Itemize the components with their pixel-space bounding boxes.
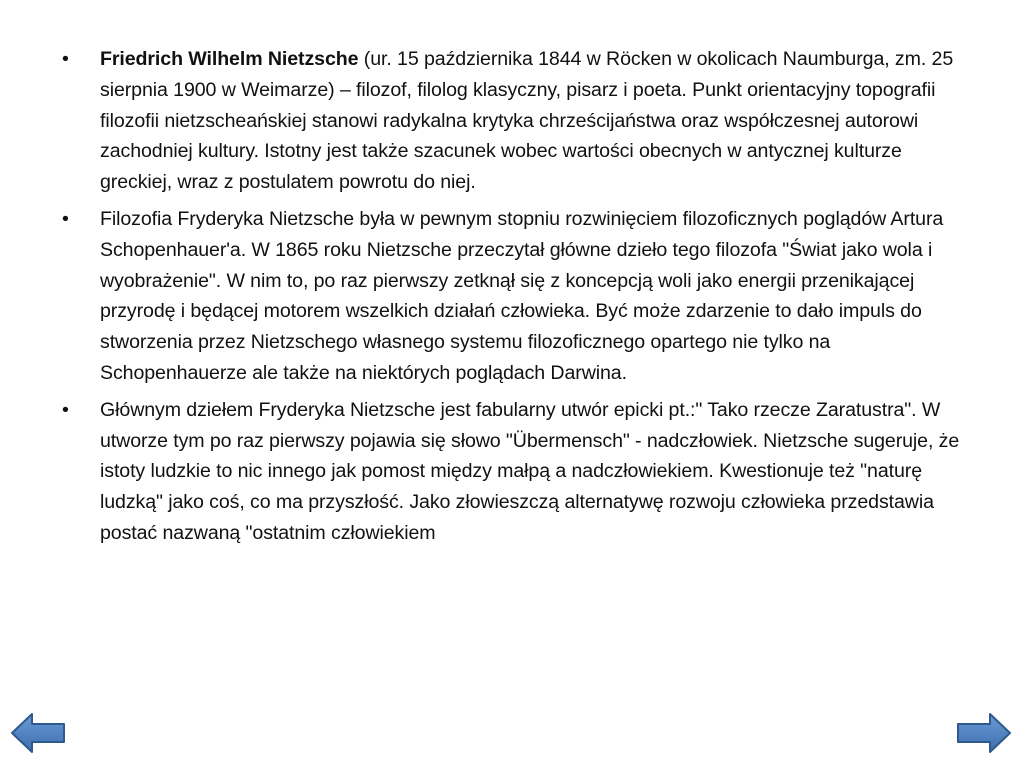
bullet-item-1 [58,44,970,198]
bullet-item-2 [58,204,970,389]
arrow-right-icon [956,711,1012,755]
next-slide-button[interactable] [956,711,1012,755]
bullet-dot: • [62,207,69,230]
bullet-dot: • [62,398,69,421]
bullet-3-text: Głównym dziełem Fryderyka Nietzsche jest fabularny utwór epicki pt.:" Tako rzecze Zaratustra". W utworze tym po raz pierwszy pojawia się słowo "Übermensch" - nadczłowiek. Nietzsche sugeruje, że istoty ludzkie to nic innego jak pomost między małpą a nadczłowiekiem. Kwestionuje też "naturę ludzką" jako coś, co ma przyszłość. Jako złowieszczą alternatywę rozwoju człowieka przedstawia postać nazwaną "ostatnim człowiekiem [100,398,960,544]
bullet-1-bold-name: Friedrich Wilhelm Nietzsche [100,48,359,70]
arrow-left-icon [10,711,66,755]
bullet-1-text: (ur. 15 października 1844 w Röcken w okolicach Naumburga, zm. 25 sierpnia 1900 w Weimarze) – filozof, filolog klasyczny, pisarz i poeta. Punkt orientacyjny topografii filozofii nietzscheańskiej stanowi radykalna krytyka chrześcijaństwa oraz współczesnej autorowi zachodniej kultury. Istotny jest także szacunek wobec wartości obecnych w antycznej kulturze greckiej, wraz z postulatem powrotu do niej. [100,48,954,194]
bullet-dot: • [62,48,69,70]
bullet-item-3 [58,395,970,549]
bullet-list [58,44,970,555]
previous-slide-button[interactable] [10,711,66,755]
bullet-2-text: Filozofia Fryderyka Nietzsche była w pewnym stopniu rozwinięciem filozoficznych poglądów Artura Schopenhauer'a. W 1865 roku Nietzsche przeczytał główne dzieło tego filozofa "Świat jako wola i wyobrażenie". W nim to, po raz pierwszy zetknął się z koncepcją woli jako energii przenikającej przyrodę i będącej motorem wszelkich działań człowieka. Być może zdarzenie to dało impuls do stworzenia przez Nietzschego własnego systemu filozoficznego opartego nie tylko na Schopenhauerze ale także na niektórych poglądach Darwina. [100,207,944,384]
